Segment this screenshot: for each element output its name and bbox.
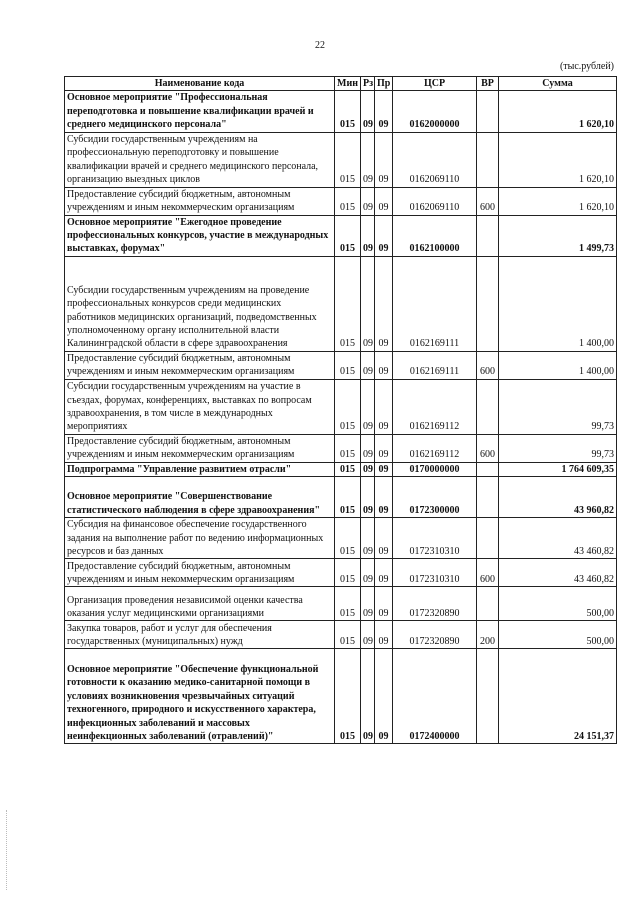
row-pr: 09 [375, 477, 393, 518]
row-min: 015 [335, 587, 361, 621]
header-pr: Пр [375, 77, 393, 91]
row-name: Субсидия на финансовое обеспечение государственного задания на выполнение работ по ведению информационных ресурсов и баз данных [65, 518, 335, 559]
table-row [65, 477, 617, 518]
table-row [65, 256, 617, 351]
scan-margin-mark [6, 810, 8, 890]
header-rz: Рз [361, 77, 375, 91]
row-pr: 09 [375, 215, 393, 256]
table-row [65, 351, 617, 379]
row-csr: 0162169112 [393, 434, 477, 462]
row-min: 015 [335, 649, 361, 744]
row-name: Основное мероприятие "Совершенствование статистического наблюдения в сфере здравоохранения" [65, 477, 335, 518]
row-name: Закупка товаров, работ и услуг для обеспечения государственных (муниципальных) нужд [65, 621, 335, 649]
row-rz: 09 [361, 559, 375, 587]
row-name: Предоставление субсидий бюджетным, автономным учреждениям и иным некоммерческим организациям [65, 434, 335, 462]
row-csr: 0162169111 [393, 351, 477, 379]
row-name: Предоставление субсидий бюджетным, автономным учреждениям и иным некоммерческим организациям [65, 351, 335, 379]
row-csr: 0172310310 [393, 559, 477, 587]
row-min: 015 [335, 187, 361, 215]
row-vr [477, 477, 499, 518]
row-pr: 09 [375, 132, 393, 187]
row-sum: 99,73 [499, 434, 617, 462]
row-name: Организация проведения независимой оценки качества оказания услуг медицинскими организациями [65, 587, 335, 621]
row-vr [477, 587, 499, 621]
row-pr: 09 [375, 351, 393, 379]
row-name: Предоставление субсидий бюджетным, автономным учреждениям и иным некоммерческим организациям [65, 559, 335, 587]
row-vr [477, 215, 499, 256]
row-rz: 09 [361, 518, 375, 559]
row-sum: 1 764 609,35 [499, 462, 617, 476]
row-vr: 600 [477, 559, 499, 587]
table-row [65, 462, 617, 476]
row-csr: 0162169111 [393, 256, 477, 351]
row-rz: 09 [361, 462, 375, 476]
row-csr: 0162000000 [393, 91, 477, 132]
row-min: 015 [335, 351, 361, 379]
row-rz: 09 [361, 256, 375, 351]
row-name: Основное мероприятие "Обеспечение функциональной готовности к оказанию медико-санитарной помощи в условиях возникновения чрезвычайных ситуаций техногенного, природного и искусственного характера, инфекционных заболеваний и массовых неинфекционных заболеваний (отравлений)" [65, 649, 335, 744]
row-vr: 600 [477, 434, 499, 462]
row-min: 015 [335, 379, 361, 434]
row-rz: 09 [361, 215, 375, 256]
row-pr: 09 [375, 91, 393, 132]
header-csr: ЦСР [393, 77, 477, 91]
row-rz: 09 [361, 477, 375, 518]
row-min: 015 [335, 215, 361, 256]
row-csr: 0162069110 [393, 132, 477, 187]
header-sum: Сумма [499, 77, 617, 91]
row-csr: 0162100000 [393, 215, 477, 256]
budget-table [64, 76, 617, 744]
row-pr: 09 [375, 256, 393, 351]
row-pr: 09 [375, 649, 393, 744]
row-vr [477, 379, 499, 434]
row-csr: 0162169112 [393, 379, 477, 434]
row-csr: 0172320890 [393, 621, 477, 649]
row-sum: 43 460,82 [499, 559, 617, 587]
row-min: 015 [335, 518, 361, 559]
row-sum: 24 151,37 [499, 649, 617, 744]
table-header-row [65, 77, 617, 91]
table-row [65, 587, 617, 621]
row-csr: 0172300000 [393, 477, 477, 518]
row-pr: 09 [375, 621, 393, 649]
header-min: Мин [335, 77, 361, 91]
row-rz: 09 [361, 132, 375, 187]
row-sum: 1 400,00 [499, 351, 617, 379]
row-name: Подпрограмма "Управление развитием отрасли" [65, 462, 335, 476]
table-row [65, 215, 617, 256]
row-name: Предоставление субсидий бюджетным, автономным учреждениям и иным некоммерческим организациям [65, 187, 335, 215]
row-rz: 09 [361, 187, 375, 215]
row-sum: 43 960,82 [499, 477, 617, 518]
row-vr: 600 [477, 351, 499, 379]
row-min: 015 [335, 256, 361, 351]
table-row [65, 379, 617, 434]
row-csr: 0172320890 [393, 587, 477, 621]
row-rz: 09 [361, 379, 375, 434]
row-min: 015 [335, 621, 361, 649]
row-pr: 09 [375, 434, 393, 462]
row-vr [477, 518, 499, 559]
units-label: (тыс.рублей) [559, 61, 614, 72]
row-rz: 09 [361, 649, 375, 744]
row-csr: 0172400000 [393, 649, 477, 744]
row-sum: 500,00 [499, 621, 617, 649]
table-row [65, 559, 617, 587]
row-name: Субсидии государственным учреждениям на проведение профессиональных конкурсов среди медицинских работников медицинских организаций, подведомственных уполномоченному органу исполнительной власти Калининградской области в сфере здравоохранения [65, 256, 335, 351]
row-sum: 1 620,10 [499, 187, 617, 215]
page-number: 22 [315, 40, 325, 51]
row-rz: 09 [361, 91, 375, 132]
row-vr: 200 [477, 621, 499, 649]
row-min: 015 [335, 91, 361, 132]
row-csr: 0162069110 [393, 187, 477, 215]
row-rz: 09 [361, 434, 375, 462]
row-vr [477, 256, 499, 351]
header-vr: ВР [477, 77, 499, 91]
row-vr: 600 [477, 187, 499, 215]
row-rz: 09 [361, 351, 375, 379]
table-row [65, 132, 617, 187]
table-row [65, 91, 617, 132]
row-sum: 1 400,00 [499, 256, 617, 351]
row-vr [477, 91, 499, 132]
row-name: Субсидии государственным учреждениям на участие в съездах, форумах, конференциях, выставках по вопросам здравоохранения, в том числе в международных мероприятиях [65, 379, 335, 434]
row-pr: 09 [375, 518, 393, 559]
row-name: Субсидии государственным учреждениям на профессиональную переподготовку и повышение квалификации врачей и среднего медицинского персонала, организацию выездных циклов [65, 132, 335, 187]
row-pr: 09 [375, 587, 393, 621]
table-row [65, 434, 617, 462]
table-row [65, 621, 617, 649]
row-sum: 43 460,82 [499, 518, 617, 559]
row-pr: 09 [375, 379, 393, 434]
row-min: 015 [335, 559, 361, 587]
row-sum: 500,00 [499, 587, 617, 621]
table-row [65, 187, 617, 215]
table-row [65, 518, 617, 559]
row-sum: 1 620,10 [499, 91, 617, 132]
row-sum: 1 620,10 [499, 132, 617, 187]
row-min: 015 [335, 132, 361, 187]
row-min: 015 [335, 462, 361, 476]
row-csr: 0172310310 [393, 518, 477, 559]
row-vr [477, 649, 499, 744]
row-min: 015 [335, 434, 361, 462]
row-pr: 09 [375, 462, 393, 476]
row-min: 015 [335, 477, 361, 518]
row-vr [477, 462, 499, 476]
row-rz: 09 [361, 587, 375, 621]
header-name: Наименование кода [65, 77, 335, 91]
row-rz: 09 [361, 621, 375, 649]
row-sum: 99,73 [499, 379, 617, 434]
row-sum: 1 499,73 [499, 215, 617, 256]
row-csr: 0170000000 [393, 462, 477, 476]
row-pr: 09 [375, 559, 393, 587]
row-name: Основное мероприятие "Ежегодное проведение профессиональных конкурсов, участие в международных выставках, форумах" [65, 215, 335, 256]
table-row [65, 649, 617, 744]
row-pr: 09 [375, 187, 393, 215]
row-vr [477, 132, 499, 187]
row-name: Основное мероприятие "Профессиональная переподготовка и повышение квалификации врачей и среднего медицинского персонала" [65, 91, 335, 132]
